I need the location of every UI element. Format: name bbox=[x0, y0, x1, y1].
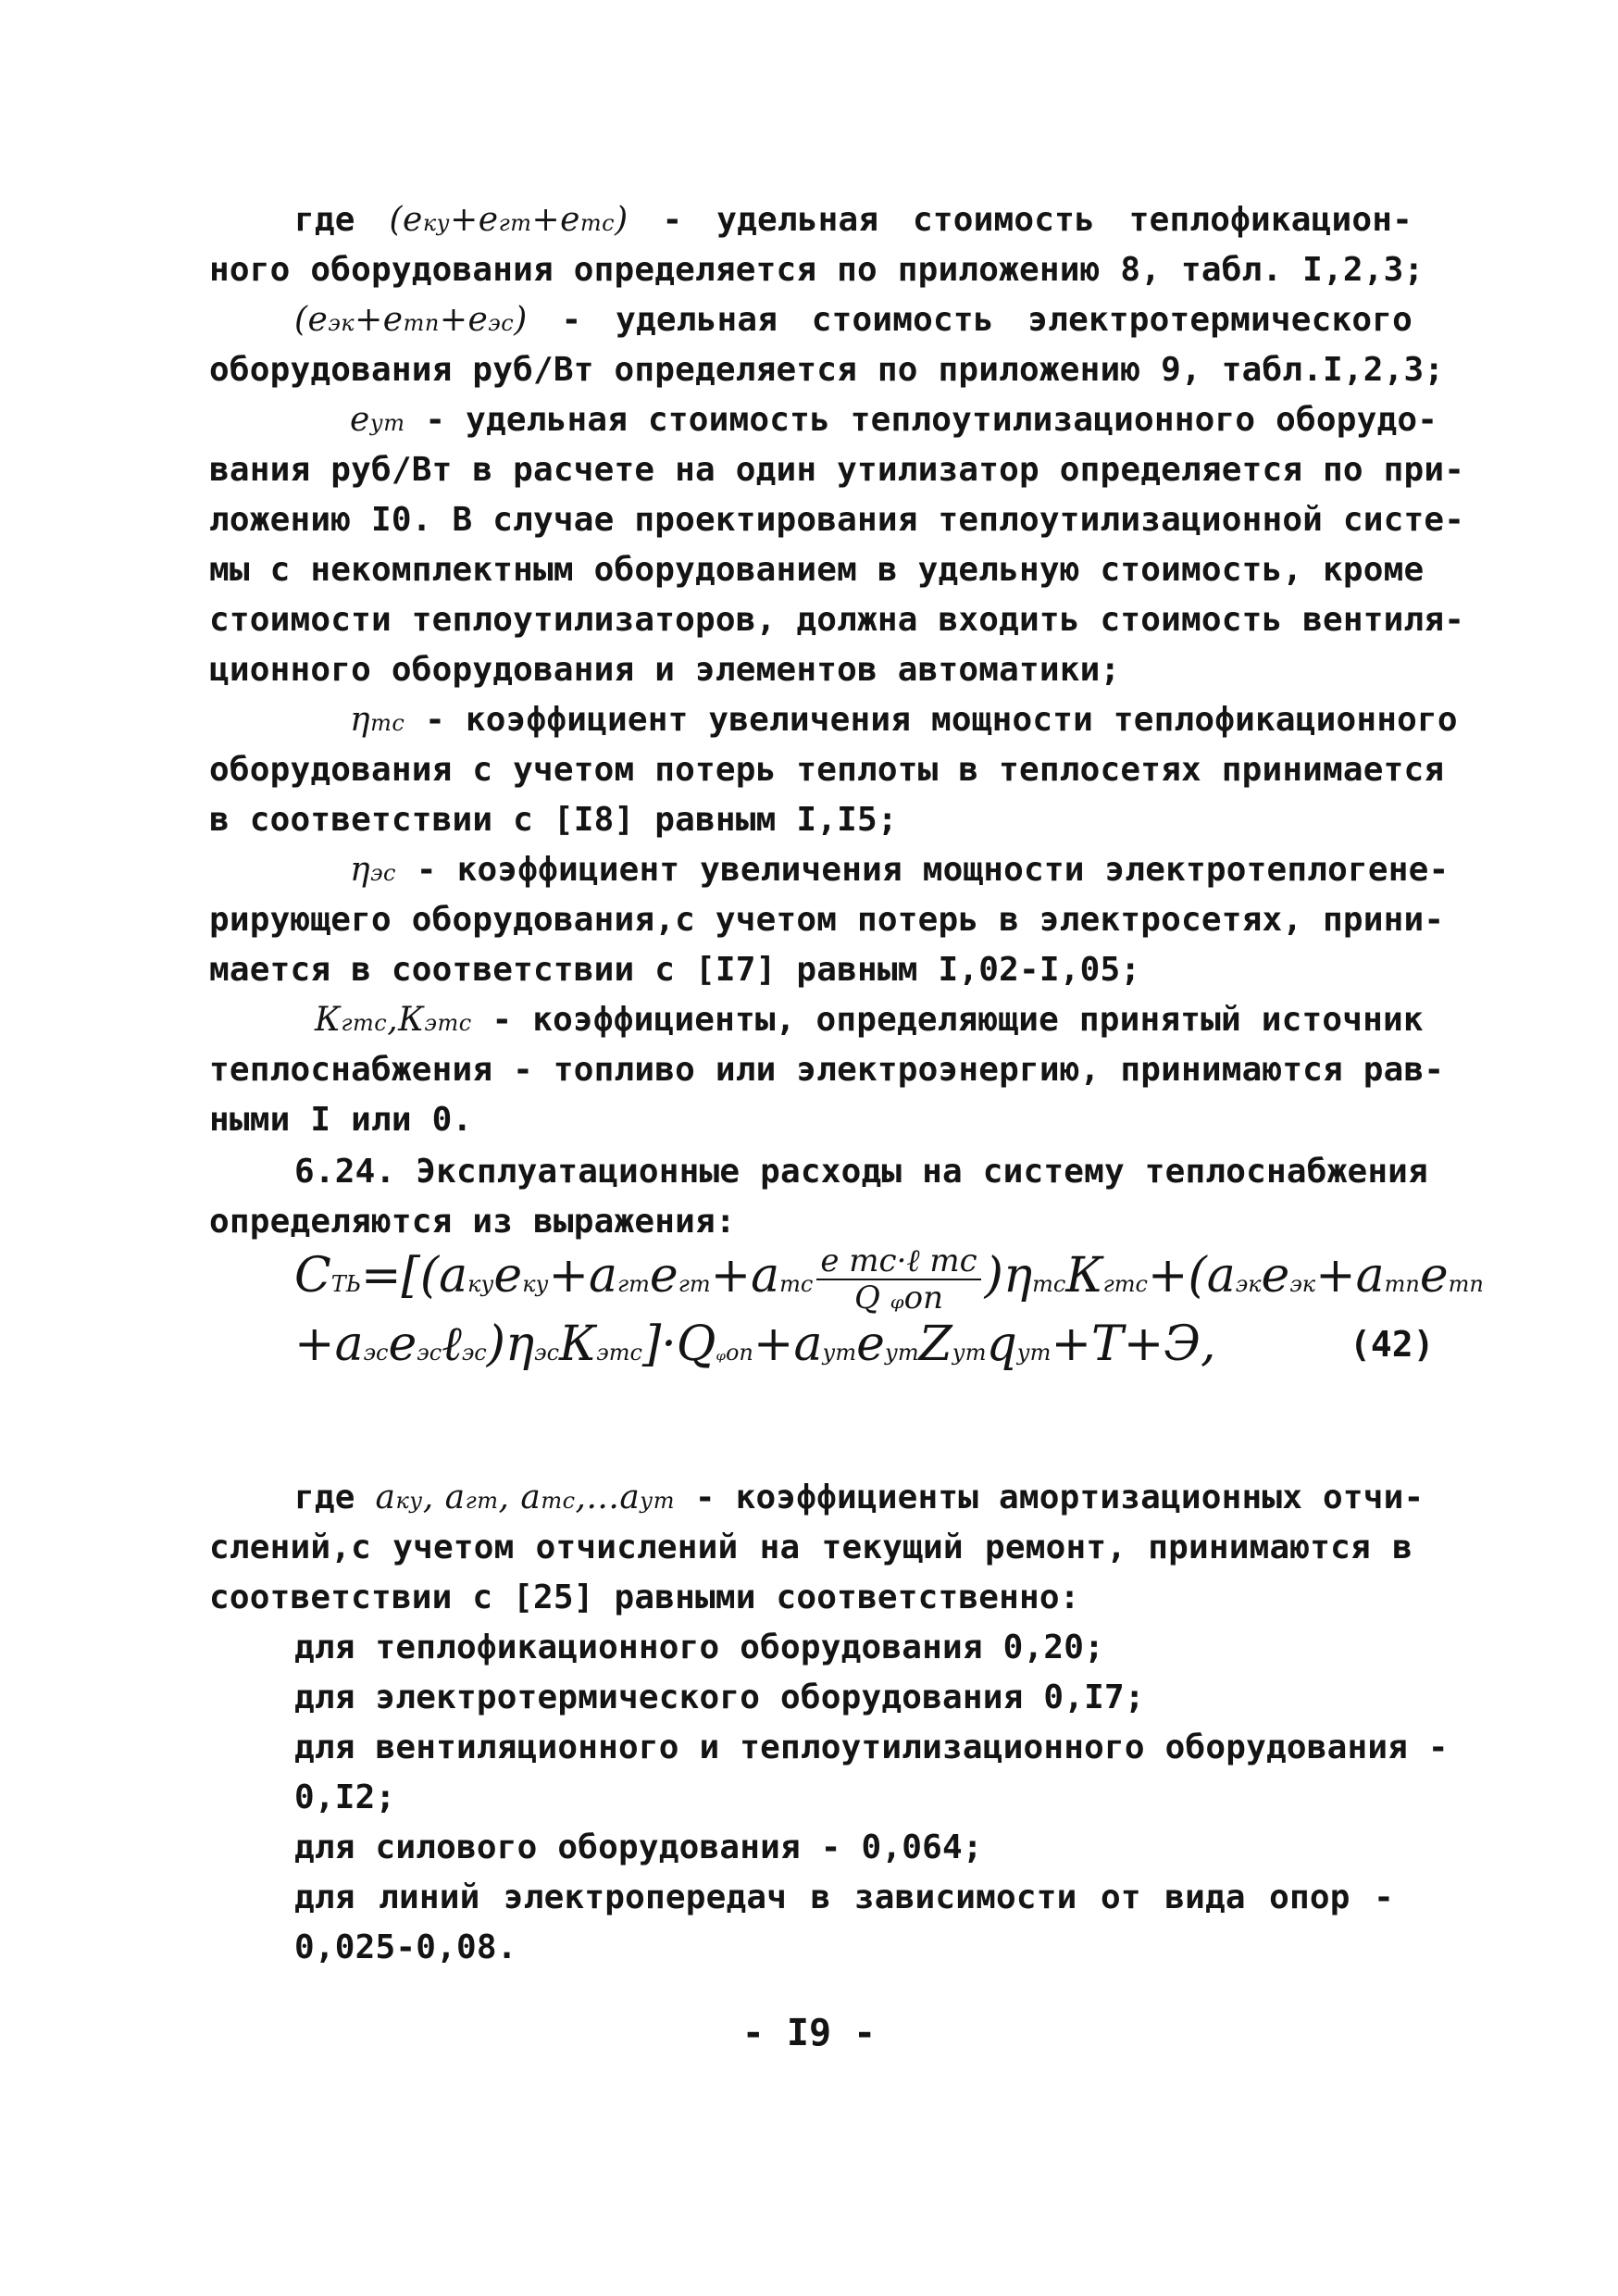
list-item: для силового оборудования - 0,064; bbox=[294, 1828, 983, 1866]
text-line: 6.24. Эксплуатационные расходы на систему теплоснабжения bbox=[294, 1153, 1428, 1191]
text-line: вания руб/Вт в расчете на один утилизатор определяется по при- bbox=[209, 451, 1465, 489]
handwritten-symbols: ηтс bbox=[350, 701, 405, 739]
text-line: где aку, aгт, aтс,...aут - коэффициенты амортизационных отчи- bbox=[294, 1479, 1425, 1516]
text-line: определяются из выражения: bbox=[209, 1203, 736, 1241]
list-item: для линий электропередач в зависимости от вида опор - bbox=[294, 1878, 1394, 1916]
handwritten-symbols: (eку+eгт+eтс) bbox=[389, 201, 629, 239]
page-number: - I9 - bbox=[741, 2012, 877, 2054]
fraction: $\frac{\text{e тс·ℓ тс}}{\text{Q ᵩоп}}$ bbox=[816, 1243, 980, 1316]
text-line: стоимости теплоутилизаторов, должна входить стоимость вентиля- bbox=[209, 601, 1465, 639]
formula-line-1: CТЬ=[(aкуeку+aгтeгт+aтс $\frac{\text{e тс·ℓ тс}}{\text{Q ᵩоп}}$ )ηтсКгтс+(aэкeэк+aтпeтп bbox=[294, 1242, 1484, 1316]
list-item: для теплофикационного оборудования 0,20; bbox=[294, 1628, 1104, 1666]
text-line: соответствии с [25] равными соответственно: bbox=[209, 1578, 1080, 1616]
text-line: ными I или 0. bbox=[209, 1101, 473, 1139]
handwritten-symbols: aку, aгт, aтс,...aут bbox=[375, 1479, 675, 1516]
text-line: оборудования с учетом потерь теплоты в теплосетях принимается bbox=[209, 751, 1445, 789]
equation-number: (42) bbox=[1350, 1324, 1435, 1365]
word-where: где bbox=[294, 201, 355, 239]
text-line: рирующего оборудования,с учетом потерь в электросетях, прини- bbox=[209, 901, 1445, 939]
text-line: где (eку+eгт+eтс) - удельная стоимость теплофикацион- bbox=[294, 201, 1413, 239]
text-line: ционного оборудования и элементов автоматики; bbox=[209, 651, 1121, 689]
text-line: ηэс - коэффициент увеличения мощности электротеплогене- bbox=[350, 851, 1450, 889]
formula-line-2: +aэсeэсℓэс)ηэсКэтс]·Qᵩоп+aутeутZутqут+Т+Э, bbox=[294, 1316, 1216, 1372]
list-item: 0,025-0,08. bbox=[294, 1928, 517, 1966]
text-line: теплоснабжения - топливо или электроэнергию, принимаются рав- bbox=[209, 1051, 1445, 1089]
handwritten-symbols: Кгтс,Кэтс bbox=[315, 1001, 472, 1039]
list-item: для электротермического оборудования 0,I7; bbox=[294, 1678, 1145, 1716]
handwritten-symbols: ηэс bbox=[350, 851, 396, 889]
text-line: ложению I0. В случае проектирования теплоутилизационной систе- bbox=[209, 501, 1465, 539]
text-line: оборудования руб/Вт определяется по приложению 9, табл.I,2,3; bbox=[209, 351, 1445, 389]
text-line: Кгтс,Кэтс - коэффициенты, определяющие принятый источник bbox=[315, 1001, 1424, 1039]
list-item: 0,I2; bbox=[294, 1778, 396, 1816]
text-line: ηтс - коэффициент увеличения мощности теплофикационного bbox=[350, 701, 1458, 739]
handwritten-symbols: (eэк+eтп+eэс) bbox=[294, 301, 528, 339]
text-line: ного оборудования определяется по приложению 8, табл. I,2,3; bbox=[209, 251, 1425, 289]
text-line: eут - удельная стоимость теплоутилизационного оборудо- bbox=[350, 401, 1438, 439]
text-line: мается в соответствии с [I7] равным I,02-I,05; bbox=[209, 951, 1141, 989]
list-item: для вентиляционного и теплоутилизационного оборудования - bbox=[294, 1728, 1449, 1766]
text-line: мы с некомплектным оборудованием в удельную стоимость, кроме bbox=[209, 551, 1425, 589]
handwritten-symbols: eут bbox=[350, 401, 405, 439]
text-line: слений,с учетом отчислений на текущий ремонт, принимаются в bbox=[209, 1529, 1413, 1566]
text-line: (eэк+eтп+eэс) - удельная стоимость электротермического bbox=[294, 301, 1413, 339]
text-line: в соответствии с [I8] равным I,I5; bbox=[209, 801, 898, 839]
